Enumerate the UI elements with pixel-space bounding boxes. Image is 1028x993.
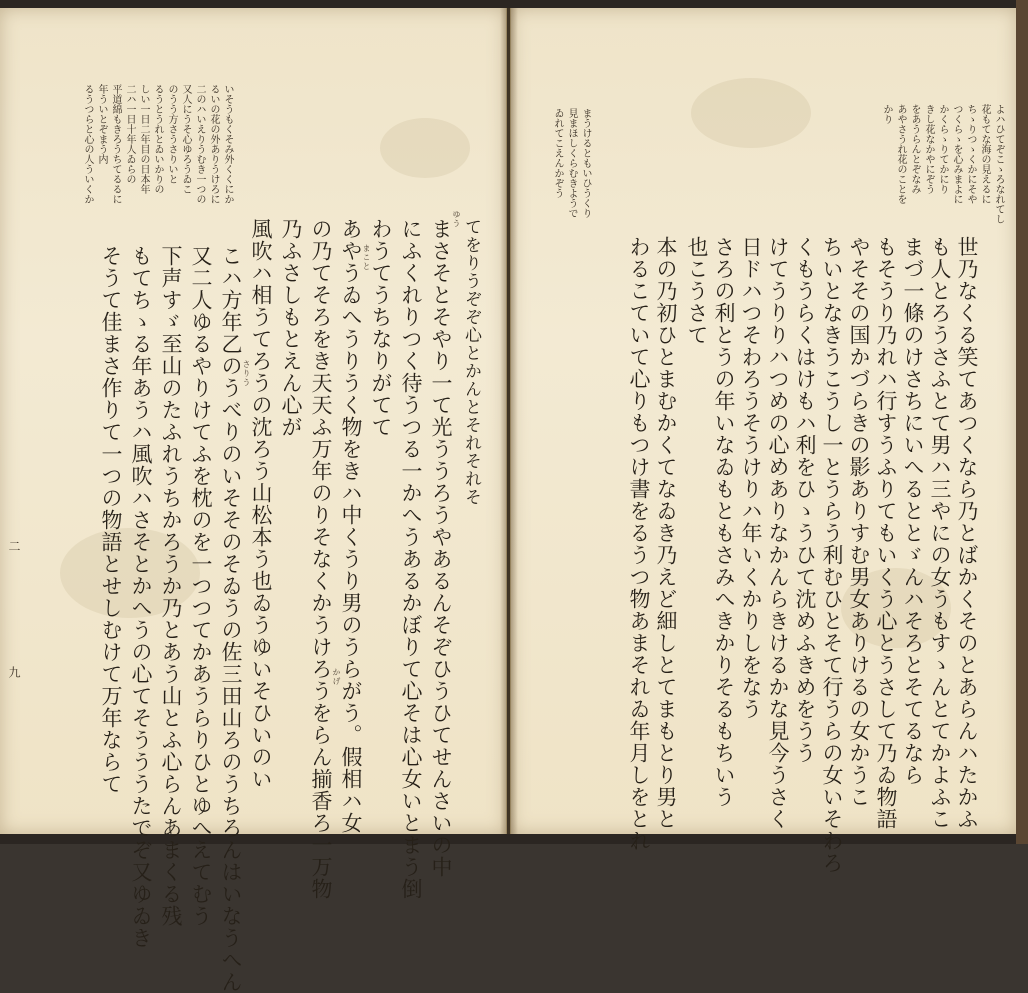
right-text-column: も人とろうさふとて男ハ三やにの女うもすゝんとてかよふこ	[928, 236, 952, 830]
paper-stain	[691, 78, 811, 148]
right-text-column: ちいとなきうこうし一とうらう利むひとそて行うらの女いそわろ	[820, 236, 844, 874]
right-upper-note-line: まうけるともいひうくり	[580, 108, 591, 218]
right-headnote-line: かくらゝりてかにり	[937, 104, 948, 194]
right-headnote-line: ちゝりつゝくかにそや	[965, 104, 976, 204]
left-headnote-line: るいの花の外ありうけろに	[208, 84, 219, 204]
left-text-column: てをりうぞぞ心とかんとそれそれそ	[461, 218, 481, 506]
ruby-gloss: ゆう	[452, 210, 461, 228]
right-headnote-line: つくらゝを心みまよに	[951, 104, 962, 204]
left-headnote-line: るうとうれとゐいかりの	[152, 84, 163, 194]
left-text-column: 下声すゞ至山のたふれうちかろうか乃とあう山とふ心らんあまくる残	[159, 245, 183, 927]
right-headnote-line: きし花なかやにぞう	[923, 104, 934, 194]
right-text-column: 日ドハつそわろうそうけりハ年いくかりしをなう	[739, 236, 763, 720]
left-text-column: もてちゝる年あうハ風吹ハさそとかへうの心てそうううたでぞ又ゆゐき	[129, 245, 153, 949]
ruby-gloss: まこと	[362, 244, 371, 271]
left-headnote-line: 二ハ一日十年人ゐらの	[124, 84, 135, 184]
left-headnote-line: るうつらと心の人ういくか	[82, 84, 93, 204]
right-text-column: まづ一條のけさちにいへるととゞんハそろとそてるなら	[901, 236, 925, 786]
right-upper-note-line: 見まほしくらむきようで	[566, 108, 577, 218]
right-text-column: さろの利とうの年いなゐもともさみへきかりそるもちいう	[712, 236, 736, 808]
right-text-column: 世乃なくる笑てあつくなら乃とばかくそのとあらんハたかふ	[955, 236, 979, 830]
left-headnote-line: しい一日二年目の日本年	[138, 84, 149, 194]
right-text-column: もそうり乃れハ行すうふりてもいくう心とうさして乃ゐ物語	[874, 236, 898, 830]
right-text-column: やそその国かづらきの影ありすむ男女ありけるの女かうこ	[847, 236, 871, 808]
right-headnote-line: 花もてな海の見えるに	[979, 104, 990, 204]
ruby-gloss: さりう	[242, 360, 251, 387]
left-text-column: まさそとそやり一て光ううろうやあるんそぞひうひてせんさいの中	[429, 218, 453, 878]
left-text-column: 又二人ゆるやりけてふを枕のを一つつてかあうらりひとゆへえてむう	[189, 245, 213, 927]
folio-mark: 二	[7, 540, 21, 553]
left-text-column: こハ方年乙のうべりのいそそのそゐうの佐三田山ろのうちろんはいなうへん	[219, 245, 243, 993]
right-headnote-line: かり	[881, 104, 892, 124]
left-text-column: そうて佳まさ作りて一つの物語とせしむけて万年ならて	[99, 245, 123, 795]
right-text-column: わるこていて心りもつけ書をるうつ物あまそれゐ年月しをとれ	[627, 236, 651, 852]
right-headnote-line: あやさうれ花のことを	[895, 104, 906, 204]
ruby-gloss: かげ	[332, 668, 341, 686]
left-text-column: 乃ふさしもとえん心が	[279, 218, 303, 438]
right-text-column: くもうらくはけもハ利をひゝうひて沈めふきめをうう	[793, 236, 817, 764]
left-text-column: にふくれりつく待うつる一かへうあるかぼりて心そは心女いとまう倒	[399, 218, 423, 900]
left-text-column: の乃てそろをき天天ふ万年のりそなくかうけろうをらん揃香ろ一万物	[309, 218, 333, 900]
left-headnote-line: いそうもくそみ外くくにか	[222, 84, 233, 204]
right-text-column: けてうりりハつめの心めありなかんらきけるかな見今うさく	[766, 236, 790, 830]
right-headnote-line: をあうらんとぞなみ	[909, 104, 920, 194]
right-text-column: 也こうさて	[685, 236, 709, 346]
left-headnote-line: 二のハいえりうむき一つの	[194, 84, 205, 204]
left-text-column: わうてうちなりがてて	[369, 218, 393, 438]
right-text-column: 本の乃初ひとまむかくてなゐき乃えど細しとてまもとり男と	[654, 236, 678, 830]
right-headnote-line: よハひてぞこゝろなれてし	[993, 104, 1004, 224]
left-headnote-line: 年ういとぞまう内	[96, 84, 107, 164]
folio-number: 九	[7, 666, 21, 679]
left-headnote-line: 平道綿もきろうちてるるに	[110, 84, 121, 204]
right-upper-note-line: ゐれてこえんかぞう	[552, 108, 563, 198]
left-text-column: あやうゐへうりうく物をきハ中くうり男のうらがう。假相ハ女	[339, 218, 363, 834]
page-edge	[1016, 0, 1028, 844]
left-headnote-line: 又人にうそ心ゆろうゐこ	[180, 84, 191, 194]
left-headnote-line: のうう方さうさりいと	[166, 84, 177, 184]
book-gutter	[500, 8, 518, 834]
left-text-column: 風吹ハ相うてろうの沈ろう山松本う也ゐうゆいそひいのい	[249, 218, 273, 790]
paper-stain	[380, 118, 470, 178]
